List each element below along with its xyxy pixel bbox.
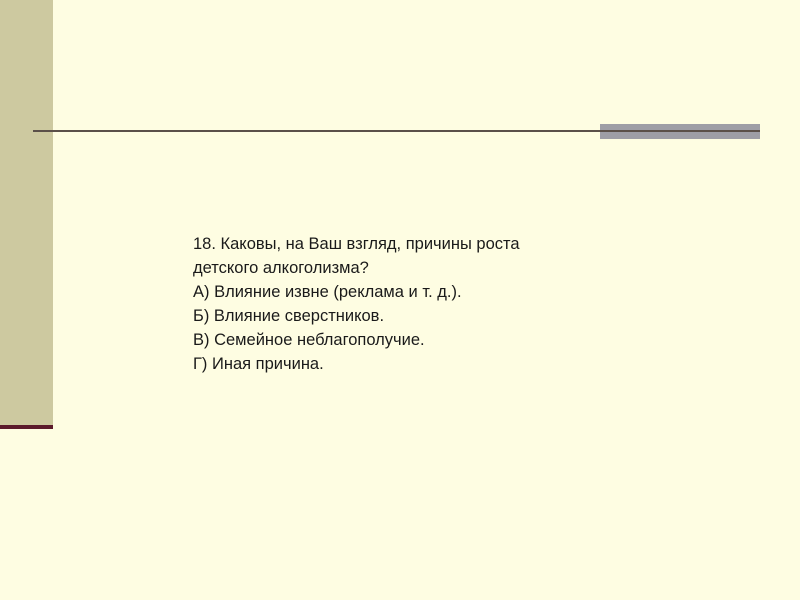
left-bar-accent-line (0, 425, 53, 429)
question-line-2: детского алкоголизма? (193, 259, 369, 277)
title-rule-block-line (600, 130, 760, 132)
option-c: В) Семейное неблагополучие. (193, 331, 425, 349)
option-b: Б) Влияние сверстников. (193, 307, 385, 325)
left-decorative-bar (0, 0, 53, 425)
question-text-block (193, 232, 613, 376)
question-line-1: 18. Каковы, на Ваш взгляд, причины роста (193, 235, 520, 253)
option-d: Г) Иная причина. (193, 355, 324, 373)
option-a: А) Влияние извне (реклама и т. д.). (193, 283, 462, 301)
